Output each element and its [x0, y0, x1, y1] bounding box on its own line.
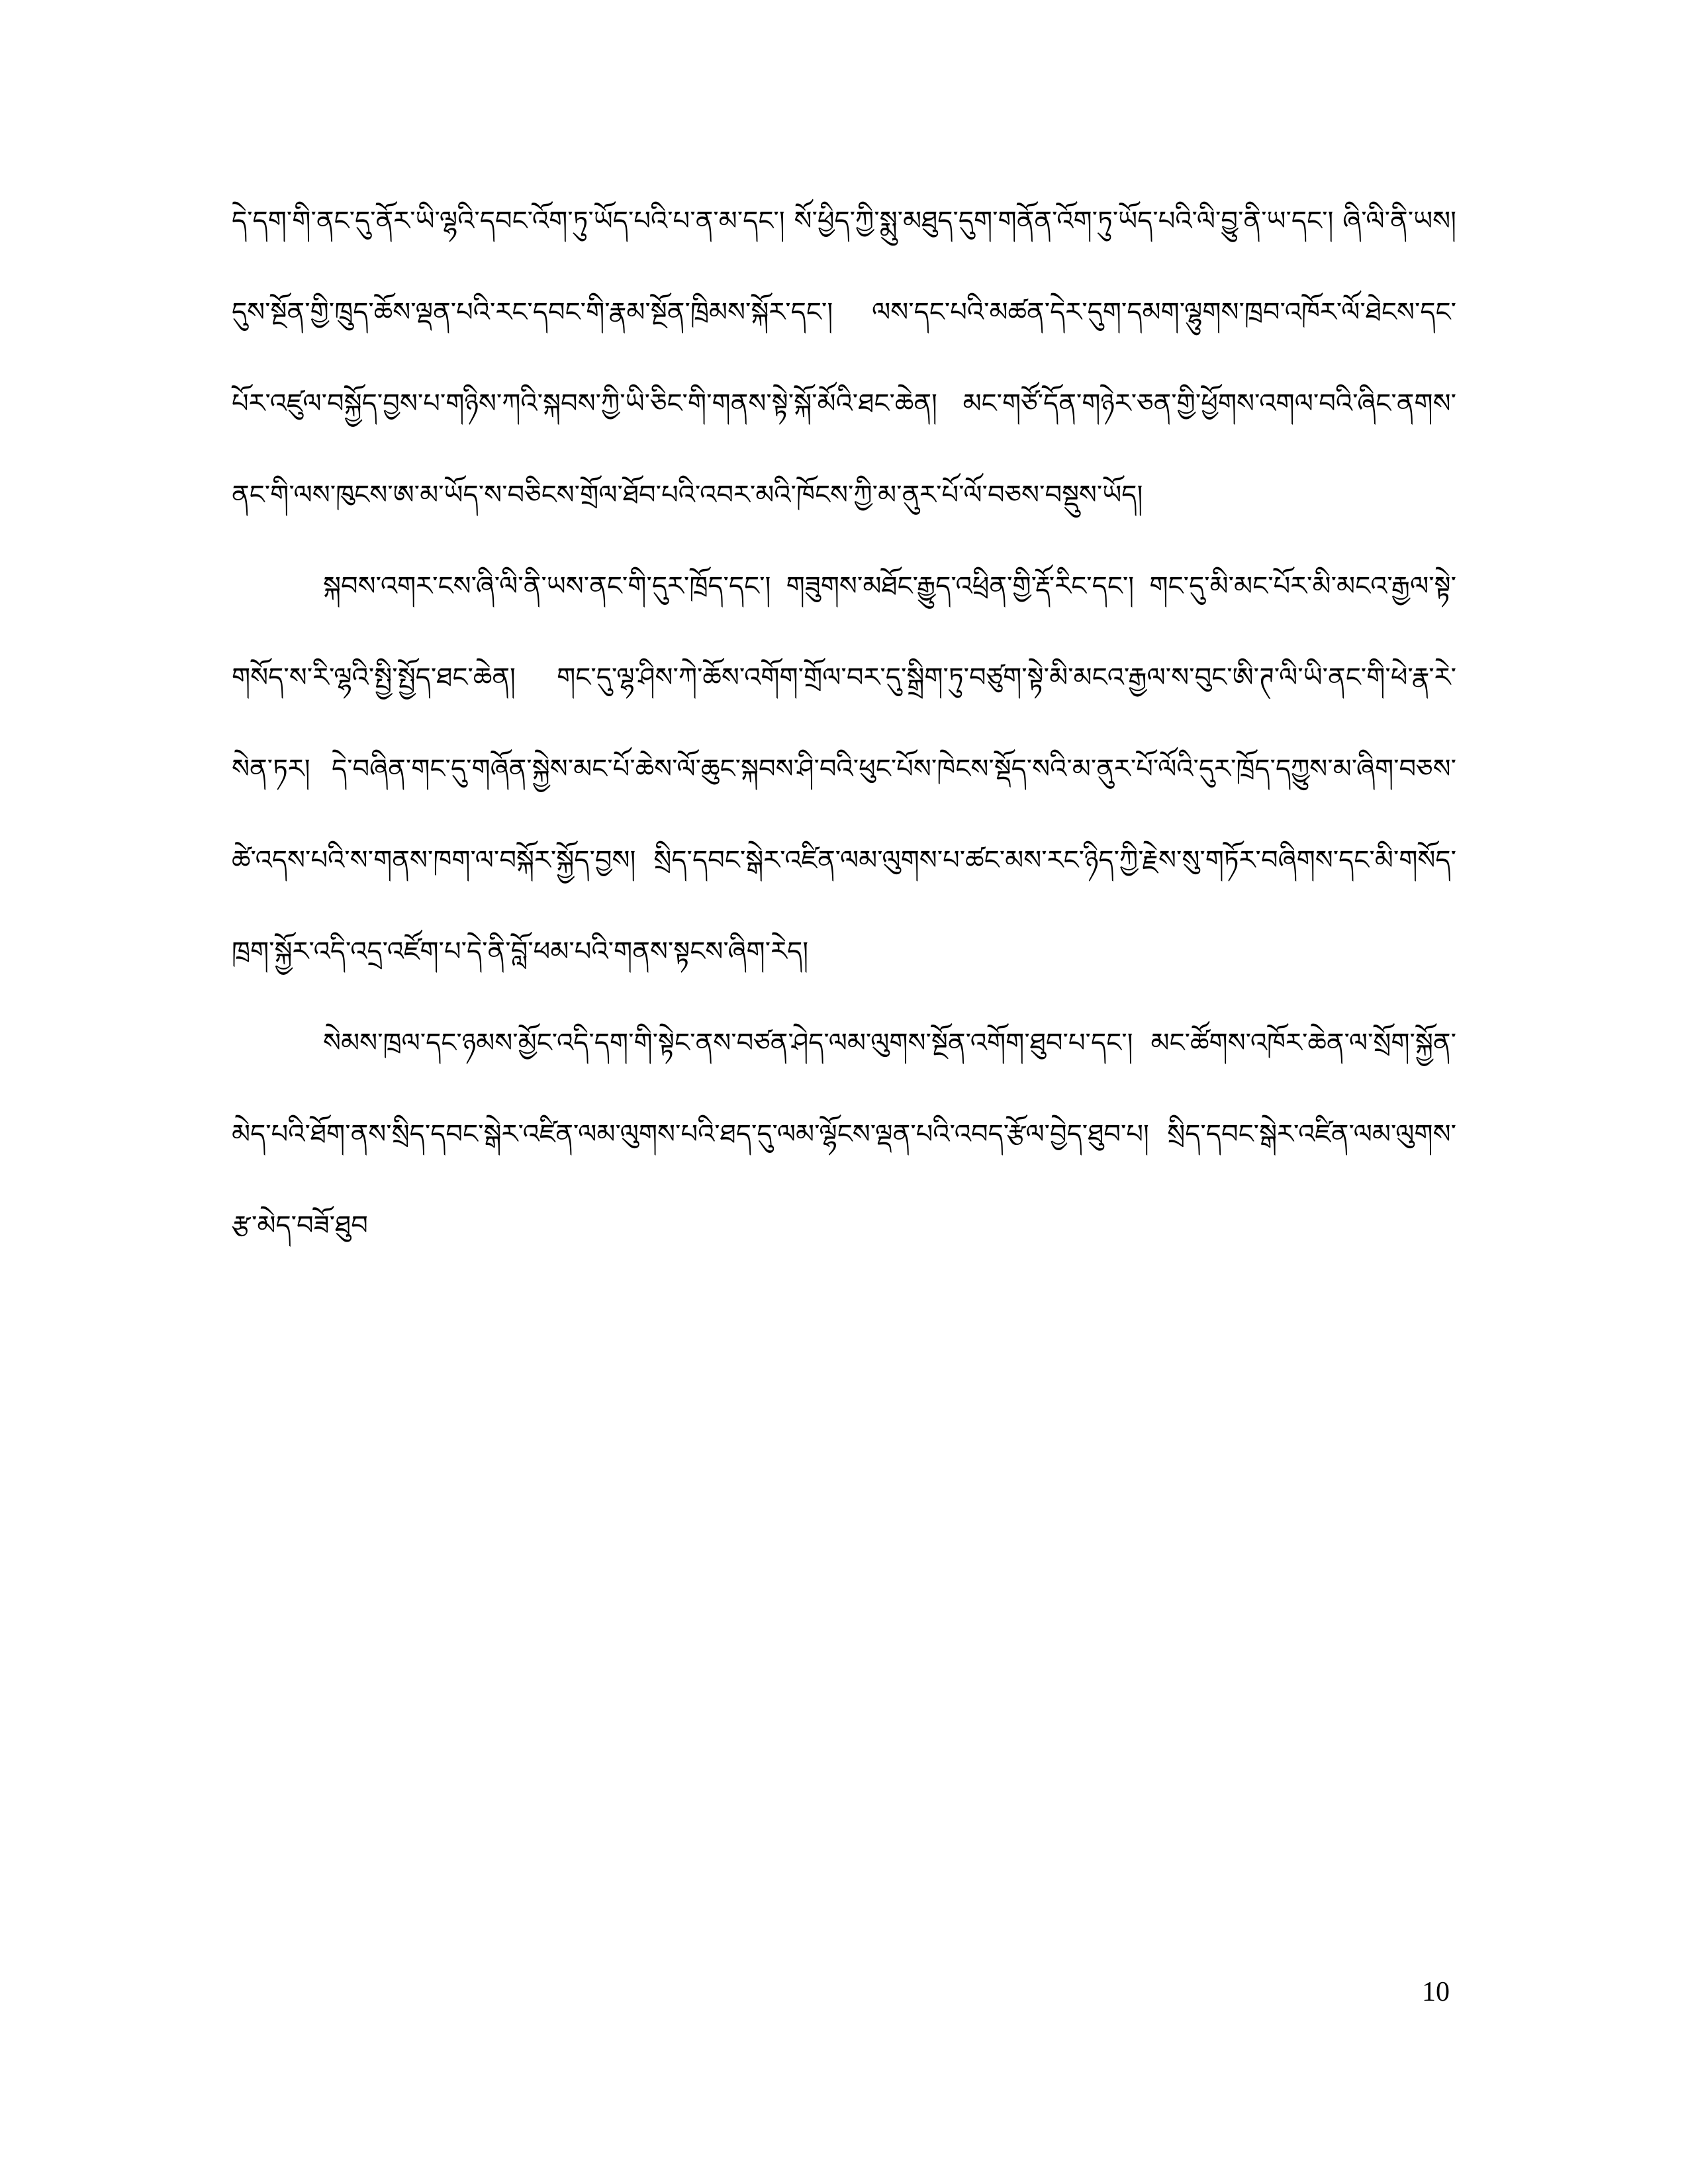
body-text [232, 175, 1456, 1271]
page-number: 10 [1422, 1977, 1450, 2007]
paragraph-3: སེམས་ཁྲལ་དང་ཉམས་མྱོང་འདི་དག་གི་སྟེང་ནས་བཙན་ཤེད་ལམ་ལུགས་སྔོན་འགོག་ཐུབ་པ་དང་། མང་ཚོགས་འཁོར་ཆེན་ལ་སྲོག་སྐྱོན་མེད་པའི་ཐོག་ནས་སྲིད་དབང་སྒེར་འཛིན་ལམ་ལུགས་པའི་ཐད་དུ་ལམ་ལྷོངས་ལྡན་པའི་འབད་རྩོལ་བྱེད་ཐུབ་པ། སྲིད་དབང་སྒེར་འཛིན་ལམ་ལུགས་རྩ་མེད་བཟོ་ཐུབ [232, 1028, 1456, 1241]
paragraph-2: སྐབས་འགར་ངས་ཞི་ལི་ནི་ཡས་ནང་གི་དུར་ཁྲོད་དང་། གཟུགས་མཐོང་རྒྱུད་འཕྲིན་གྱི་རྡོ་རིང་དང་། གང་དུ་མི་མང་པོར་མི་མངའ་རྒྱལ་སྟེ་གསོད་ས་རི་ལྷའི་སྤྱི་སྤྱོད་ཐང་ཆེན། གང་དུ་ལྷ་ཤིས་ཀེ་ཆོས་འགོག་གྲོལ་བར་དུ་སྒྲིག་ཏུ་བཙུག་སྟེ་མི་མངའ་རྒྱལ་ས་བུང་ཨི་ཊ་ལི་ཡི་ནང་གི་ཕེ་རྣ་རེ་སེན་ཏར། དེ་བཞིན་གང་དུ་གཞོན་སྐྱེས་མང་པོ་ཆེས་ལོ་ཆུང་སྐབས་ཤི་བའི་ཕུང་པོས་ཁེངས་སྡོད་སའི་མ་ནུར་པོ་ལོའི་དུར་ཁྲོད་དཀྱུས་མ་ཞིག་བཅས་ཚེ་འདས་པའི་ས་གནས་ཁག་ལ་བསྐོར་སྐྱོད་བྱས། སྲིད་དབང་སྒེར་འཛིན་ལམ་ལུགས་པ་ཚང་མས་རང་ཉིད་ཀྱི་རྗེས་སུ་གཏོར་བཞིགས་དང་མི་གསོད་ཁྲག་སྐྱོར་འདི་འདྲ་འཛོག་པ་དེ་ནི་བློ་ཕམ་པའི་གནས་སྟངས་ཞིག་རེད། [232, 571, 1456, 967]
paragraph-1: དེ་དག་གི་ནང་དུ་ནོར་ཡི་ལྷའི་དབང་འོག་ཏུ་ཡོད་པའི་པ་ན་མ་དང་། སོ་ཕྱིད་ཀྱི་སྨུ་མཐུད་དུག་གནོན་འོག་ཏུ་ཡོད་པའི་ལི་བྱུ་ནི་ཡ་དང་། ཞི་ལི་ནི་ཡས། དུས་སྔོན་གྱི་ཁྲུད་ཆོས་ལྡན་པའི་རང་དབང་གི་རྣམ་སྔོན་ཁྲིམས་སྐོར་དང་། ལས་དང་པའི་མཚན་དེར་དུག་དམག་ལྷུགས་ཁྲབ་འཁོར་ལོ་ཐེངས་དང་པོར་འཛུལ་བསྐྱོད་བྱས་པ་གཉིས་ཀའི་སྐབས་ཀྱི་ཡི་ཅིང་གི་གནས་སྟེ་སྐོ་མོའི་ཐང་ཆེན། མང་གཙོ་དོན་གཉེར་ཅན་གྱི་ཕྱོགས་འགལ་བའི་ཞིང་ནགས་ནང་གི་ལས་ཁུངས་ཨ་མ་ཡོད་ས་བཅིངས་གྲོལ་ཐོབ་པའི་འབར་མའི་ཁོངས་ཀྱི་མ་ནུར་པོ་ལོ་བཅས་བསྡུས་ཡོད། [232, 206, 1456, 510]
